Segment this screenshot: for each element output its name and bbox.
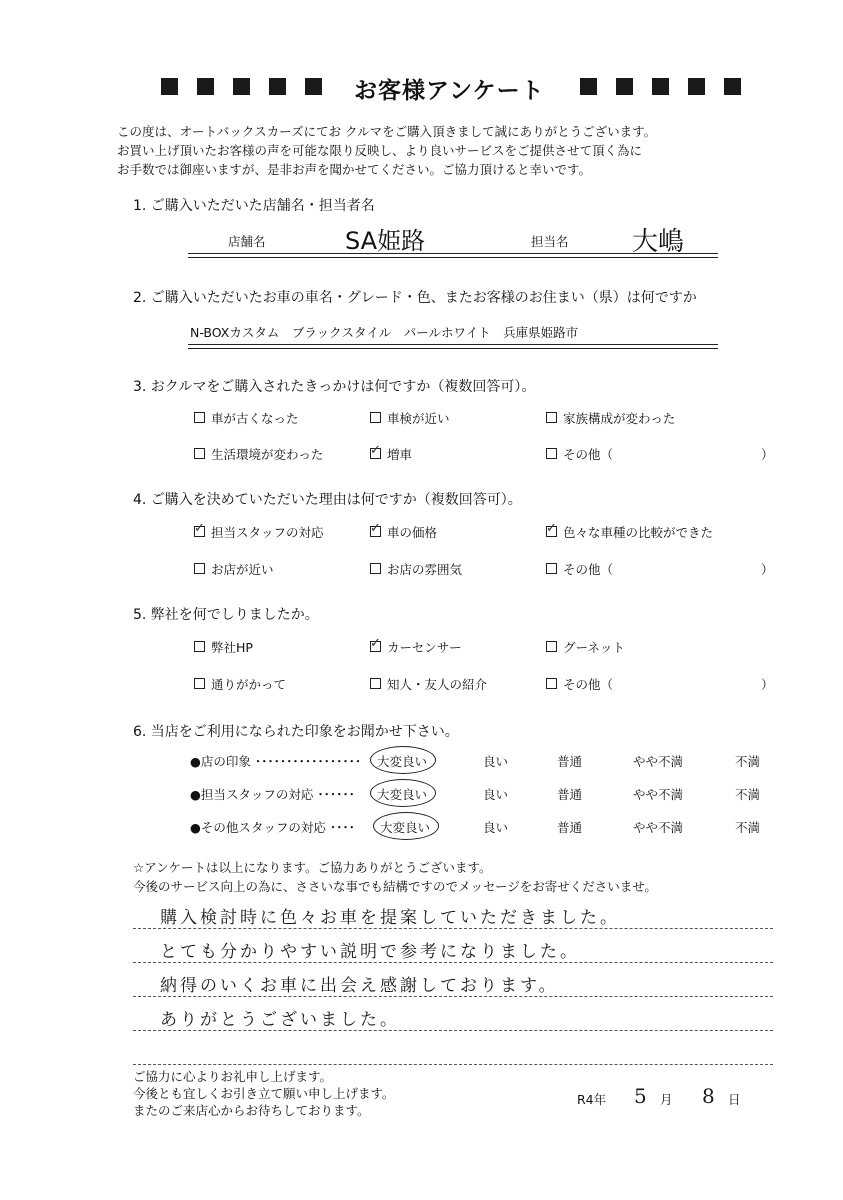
date-day: 8 xyxy=(702,1084,718,1108)
q5-heading: 5. 弊社を何でしりましたか。 xyxy=(133,607,319,623)
q5-checkbox-goonet[interactable] xyxy=(546,641,557,652)
day-label: 日 xyxy=(728,1092,741,1107)
message-intro: ☆アンケートは以上になります。ご協力ありがとうございます。 xyxy=(133,860,492,875)
q4-checkbox-near[interactable] xyxy=(194,563,205,574)
scale-option[interactable]: やや不満 xyxy=(633,787,684,802)
scale-option[interactable]: 普通 xyxy=(557,787,583,802)
q6-heading: 6. 当店をご利用になられた印象をお聞かせ下さい。 xyxy=(133,724,459,740)
scale-option[interactable]: 普通 xyxy=(557,820,583,835)
q5-checkbox-hp[interactable] xyxy=(194,641,205,652)
decor-square xyxy=(197,78,214,95)
scale-option[interactable]: 不満 xyxy=(735,787,761,802)
q3-checkbox-other[interactable] xyxy=(546,448,557,459)
check-mark-icon: ✓ xyxy=(370,443,381,458)
paren-close: ） xyxy=(761,447,774,462)
divider xyxy=(188,257,718,258)
decor-square xyxy=(688,78,705,95)
paren-close: ） xyxy=(761,562,774,577)
decor-square xyxy=(652,78,669,95)
q5-option-label: 知人・友人の紹介 xyxy=(387,677,488,692)
q4-option-label: お店の雰囲気 xyxy=(387,562,463,577)
q3-checkbox-family[interactable] xyxy=(546,412,557,423)
q3-option-label: 車が古くなった xyxy=(211,411,299,426)
check-mark-icon: ✓ xyxy=(546,521,557,536)
dashed-rule xyxy=(133,996,773,997)
scale-option[interactable]: 不満 xyxy=(735,820,761,835)
footer-thanks: 今後とも宜しくお引き立て願い申し上げます。 xyxy=(133,1086,395,1101)
q1-heading: 1. ご購入いただいた店舗名・担当者名 xyxy=(133,198,375,214)
q5-option-label: 弊社HP xyxy=(211,640,253,655)
scale-option[interactable]: 良い xyxy=(483,754,509,769)
q4-checkbox-atmosphere[interactable] xyxy=(370,563,381,574)
q5-option-label: その他（ xyxy=(563,677,614,692)
q3-option-label: 車検が近い xyxy=(387,411,450,426)
q6-row-label: ●店の印象 ･････････････････ xyxy=(190,754,362,769)
decor-square xyxy=(269,78,286,95)
scale-option[interactable]: やや不満 xyxy=(633,820,684,835)
scale-option[interactable]: 良い xyxy=(483,820,509,835)
divider xyxy=(188,348,718,349)
message-line: ありがとうございました。 xyxy=(160,1010,400,1030)
check-mark-icon: ✓ xyxy=(194,521,205,536)
message-intro: 今後のサービス向上の為に、ささいな事でも結構ですのでメッセージをお寄せくださいませ。 xyxy=(133,879,657,894)
q3-option-label: その他（ xyxy=(563,447,614,462)
q4-option-label: お店が近い xyxy=(211,562,274,577)
scale-option[interactable]: 不満 xyxy=(735,754,761,769)
date-month: 5 xyxy=(634,1084,650,1108)
q4-option-label: 担当スタッフの対応 xyxy=(211,525,324,540)
message-line: 購入検討時に色々お車を提案していただきました。 xyxy=(160,908,620,928)
q4-heading: 4. ご購入を決めていただいた理由は何ですか（複数回答可）。 xyxy=(133,492,522,508)
q5-option-label: 通りがかって xyxy=(211,677,287,692)
dashed-rule xyxy=(133,962,773,963)
scale-option[interactable]: やや不満 xyxy=(633,754,684,769)
q4-option-label: 色々な車種の比較ができた xyxy=(563,525,714,540)
scale-option[interactable]: 普通 xyxy=(557,754,583,769)
divider xyxy=(188,253,718,254)
check-mark-icon: ✓ xyxy=(370,636,381,651)
staff-value: 大嶋 xyxy=(632,227,685,257)
q6-row-label: ●担当スタッフの対応 ･･････ xyxy=(190,787,355,802)
footer-thanks: またのご来店心からお待ちしております。 xyxy=(133,1103,370,1118)
paren-close: ） xyxy=(761,677,774,692)
intro-line-1: この度は、オートバックスカーズにてお クルマをご購入頂きまして誠にありがとうございます。 xyxy=(117,124,657,139)
decor-square xyxy=(580,78,597,95)
q2-answer: N-BOXカスタム ブラックスタイル パールホワイト 兵庫県姫路市 xyxy=(190,325,579,340)
check-mark-icon: ✓ xyxy=(370,521,381,536)
q4-checkbox-other[interactable] xyxy=(546,563,557,574)
divider xyxy=(188,344,718,345)
scale-option[interactable]: 大変良い xyxy=(380,820,431,835)
store-label: 店舗名 xyxy=(228,234,266,249)
q3-checkbox-lifestyle[interactable] xyxy=(194,448,205,459)
q3-heading: 3. おクルマをご購入されたきっかけは何ですか（複数回答可）。 xyxy=(133,379,536,395)
decor-square xyxy=(724,78,741,95)
q2-heading: 2. ご購入いただいたお車の車名・グレード・色、またお客様のお住まい（県）は何ですか xyxy=(133,290,697,306)
q3-option-label: 増車 xyxy=(387,447,413,462)
q3-option-label: 生活環境が変わった xyxy=(211,447,324,462)
q5-option-label: カーセンサー xyxy=(387,640,462,655)
intro-line-3: お手数では御座いますが、是非お声を聞かせてください。ご協力頂けると幸いです。 xyxy=(117,162,592,177)
intro-line-2: お買い上げ頂いたお客様の声を可能な限り反映し、より良いサービスをご提供させて頂く為に xyxy=(117,143,643,158)
footer-thanks: ご協力に心よりお礼申し上げます。 xyxy=(133,1069,333,1084)
scale-option[interactable]: 大変良い xyxy=(377,754,428,769)
scale-option[interactable]: 大変良い xyxy=(377,787,428,802)
decor-square xyxy=(161,78,178,95)
staff-label: 担当名 xyxy=(531,234,569,249)
decor-square xyxy=(616,78,633,95)
q5-option-label: グーネット xyxy=(563,640,625,655)
dashed-rule xyxy=(133,1030,773,1031)
dashed-rule xyxy=(133,1064,773,1065)
date-era: R4年 xyxy=(577,1092,607,1107)
page-title: お客様アンケート xyxy=(354,78,545,104)
q4-option-label: 車の価格 xyxy=(387,525,438,540)
q5-checkbox-passing[interactable] xyxy=(194,678,205,689)
decor-square xyxy=(305,78,322,95)
q3-checkbox-inspection[interactable] xyxy=(370,412,381,423)
q6-row-label: ●その他スタッフの対応 ････ xyxy=(190,820,355,835)
q5-checkbox-other[interactable] xyxy=(546,678,557,689)
store-value: SA姫路 xyxy=(345,227,426,255)
message-line: 納得のいくお車に出会え感謝しております。 xyxy=(160,976,559,996)
scale-option[interactable]: 良い xyxy=(483,787,509,802)
q5-checkbox-referral[interactable] xyxy=(370,678,381,689)
message-line: とても分かりやすい説明で参考になりました。 xyxy=(160,942,580,962)
q3-option-label: 家族構成が変わった xyxy=(563,411,676,426)
q4-option-label: その他（ xyxy=(563,562,614,577)
decor-square xyxy=(233,78,250,95)
month-label: 月 xyxy=(660,1092,673,1107)
dashed-rule xyxy=(133,928,773,929)
q3-checkbox-old-car[interactable] xyxy=(194,412,205,423)
